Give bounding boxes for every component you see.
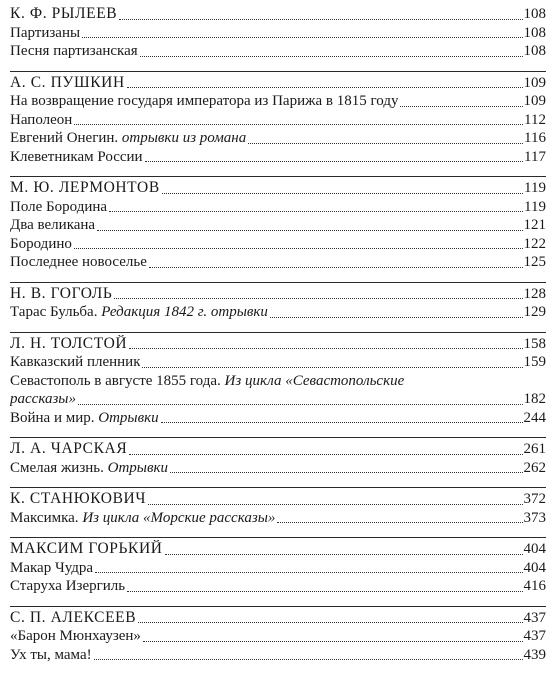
- page-number: 158: [523, 335, 546, 352]
- work-title-group: [10, 42, 138, 61]
- dot-leader: [119, 19, 522, 20]
- work-title: Наполеон: [10, 111, 73, 128]
- work-note-cont: рассказы»: [10, 391, 76, 407]
- work-title-cont: [10, 390, 76, 409]
- page-number: 108: [523, 43, 546, 59]
- page-number: 372: [523, 491, 546, 507]
- work-title-group: [10, 129, 246, 148]
- work-title: На возвращение государя императора из Парижа в 1815 году: [10, 93, 399, 109]
- work-title: Кавказский пленник: [10, 354, 141, 370]
- dot-leader: [143, 641, 523, 642]
- dot-leader: [165, 554, 523, 555]
- author-name: Н. В. ГОГОЛЬ: [10, 284, 113, 302]
- work-title-group: [10, 235, 72, 254]
- page-number: 244: [523, 409, 546, 426]
- work-entry[interactable]: [10, 390, 546, 409]
- page-number: 129: [523, 304, 546, 320]
- dot-leader: [82, 37, 522, 38]
- author-name: К. СТАНЮКОВИЧ: [10, 490, 146, 507]
- dot-leader: [142, 367, 522, 368]
- work-entry[interactable]: [10, 409, 546, 428]
- author-section: [10, 606, 546, 665]
- page-number: 159: [523, 354, 546, 370]
- work-title-group: [10, 627, 141, 646]
- work-title-group: [10, 198, 107, 217]
- work-entry[interactable]: [10, 42, 546, 61]
- work-title-group: [10, 216, 95, 235]
- author-entry[interactable]: [10, 609, 546, 628]
- work-title-group: [10, 646, 92, 665]
- dot-leader: [162, 193, 523, 194]
- author-section: [10, 487, 546, 527]
- page-number: 373: [523, 509, 546, 526]
- work-title: Два великана: [10, 217, 96, 233]
- work-entry[interactable]: [10, 24, 546, 43]
- work-title: Бородино: [10, 235, 72, 252]
- work-title-group: [10, 509, 275, 528]
- work-note: Редакция 1842 г. отрывки: [101, 304, 268, 320]
- author-entry[interactable]: [10, 179, 546, 198]
- author-section: [10, 282, 546, 322]
- page-number: 121: [523, 217, 546, 233]
- dot-leader: [129, 348, 522, 349]
- page-number: 119: [524, 180, 546, 196]
- dot-leader: [140, 56, 523, 57]
- work-entry[interactable]: [10, 509, 546, 528]
- dot-leader: [277, 522, 522, 523]
- dot-leader: [127, 87, 523, 88]
- work-title-group: [10, 24, 80, 43]
- work-note: Отрывки: [107, 459, 168, 476]
- author-name: Л. Н. ТОЛСТОЙ: [10, 334, 128, 352]
- work-entry[interactable]: [10, 216, 546, 235]
- author-entry[interactable]: [10, 74, 546, 93]
- work-title: Старуха Изергиль: [10, 578, 126, 594]
- page-number: 108: [523, 6, 546, 22]
- work-entry[interactable]: [10, 303, 546, 322]
- work-entry[interactable]: [10, 459, 546, 478]
- work-entry[interactable]: [10, 646, 546, 665]
- page-number: 119: [524, 198, 546, 215]
- author-name: МАКСИМ ГОРЬКИЙ: [10, 540, 163, 557]
- page-number: 261: [523, 441, 546, 457]
- author-entry[interactable]: [10, 490, 546, 509]
- author-name: М. Ю. ЛЕРМОНТОВ: [10, 179, 160, 196]
- work-entry[interactable]: [10, 198, 546, 217]
- page-number: 109: [523, 74, 546, 91]
- author-entry[interactable]: [10, 540, 546, 559]
- dot-leader: [270, 317, 523, 318]
- work-title-group: [10, 459, 168, 478]
- work-title-group: [10, 253, 147, 272]
- work-title: Последнее новоселье: [10, 254, 147, 270]
- work-entry[interactable]: [10, 577, 546, 596]
- author-section: [10, 176, 546, 272]
- dot-leader: [97, 230, 522, 231]
- page-number: 404: [523, 541, 546, 557]
- work-entry[interactable]: [10, 92, 546, 111]
- work-note: Из цикла «Севастопольские: [224, 372, 405, 389]
- page-number: 109: [523, 93, 546, 109]
- work-entry[interactable]: [10, 353, 546, 372]
- work-title-group: [10, 303, 268, 322]
- dot-leader: [127, 591, 522, 592]
- author-entry[interactable]: [10, 335, 546, 354]
- dot-leader: [248, 143, 523, 144]
- dot-leader: [78, 404, 523, 405]
- author-name: Л. А. ЧАРСКАЯ: [10, 440, 128, 457]
- dot-leader: [138, 622, 522, 623]
- work-title-group: [10, 409, 159, 428]
- work-title: Евгений Онегин.: [10, 130, 122, 146]
- dot-leader: [74, 124, 523, 125]
- page-number: 116: [524, 130, 546, 146]
- work-title: Поле Бородина: [10, 198, 108, 215]
- work-title-group: [10, 353, 140, 372]
- dot-leader: [161, 422, 523, 423]
- work-title: Война и мир.: [10, 409, 99, 426]
- dot-leader: [95, 572, 522, 573]
- work-title-group: [10, 148, 143, 167]
- page-number: 122: [523, 235, 546, 252]
- page-number: 128: [523, 285, 546, 302]
- work-entry[interactable]: [10, 253, 546, 272]
- page-number: 182: [523, 391, 546, 407]
- author-section: [10, 71, 546, 167]
- work-entry[interactable]: [10, 235, 546, 254]
- author-section: [10, 5, 546, 61]
- dot-leader: [114, 298, 522, 299]
- author-section: [10, 537, 546, 596]
- dot-leader: [149, 267, 523, 268]
- work-title: Максимка.: [10, 509, 83, 526]
- author-entry[interactable]: [10, 440, 546, 459]
- work-title: Смелая жизнь.: [10, 459, 108, 476]
- dot-leader: [400, 106, 522, 107]
- work-title: «Барон Мюнхаузен»: [10, 628, 141, 644]
- page-number: 108: [523, 24, 546, 41]
- author-entry[interactable]: [10, 285, 546, 304]
- page-number: 439: [523, 646, 546, 663]
- work-title: Тарас Бульба.: [10, 304, 102, 320]
- page-number: 112: [524, 111, 546, 128]
- work-title: Песня партизанская: [10, 43, 138, 59]
- table-of-contents: [10, 5, 546, 674]
- dot-leader: [170, 472, 523, 473]
- work-entry[interactable]: [10, 148, 546, 167]
- page-number: 125: [523, 254, 546, 270]
- author-section: [10, 332, 546, 428]
- work-title-group: [10, 577, 125, 596]
- dot-leader: [109, 211, 523, 212]
- work-title: Макар Чудра: [10, 559, 94, 576]
- page-number: 117: [524, 148, 546, 165]
- work-entry-line1[interactable]: [10, 372, 546, 391]
- work-title: Клеветникам России: [10, 148, 143, 165]
- work-title: Севастополь в августе 1855 года.: [10, 372, 225, 389]
- dot-leader: [145, 161, 523, 162]
- page-number: 262: [523, 459, 546, 476]
- author-name: К. Ф. РЫЛЕЕВ: [10, 5, 118, 22]
- author-name: С. П. АЛЕКСЕЕВ: [10, 608, 137, 626]
- work-title-group: [10, 111, 72, 130]
- page-number: 437: [523, 628, 546, 644]
- work-entry[interactable]: [10, 111, 546, 130]
- page-number: 404: [523, 559, 546, 576]
- dot-leader: [94, 659, 523, 660]
- work-note: Из цикла «Морские рассказы»: [82, 509, 276, 526]
- work-entry[interactable]: [10, 129, 546, 148]
- author-section: [10, 437, 546, 477]
- dot-leader: [148, 504, 523, 505]
- work-note: Отрывки: [98, 409, 159, 426]
- work-entry[interactable]: [10, 627, 546, 646]
- work-title: Ух ты, мама!: [10, 646, 92, 663]
- page-number: 437: [523, 609, 546, 626]
- page-number: 416: [523, 578, 546, 594]
- author-name: А. С. ПУШКИН: [10, 73, 125, 91]
- work-note: отрывки из романа: [121, 130, 247, 146]
- work-title: Партизаны: [10, 24, 81, 41]
- dot-leader: [74, 248, 523, 249]
- author-entry[interactable]: [10, 5, 546, 24]
- work-title-group: [10, 92, 398, 111]
- work-entry[interactable]: [10, 559, 546, 578]
- work-title-group: [10, 559, 93, 578]
- dot-leader: [129, 454, 522, 455]
